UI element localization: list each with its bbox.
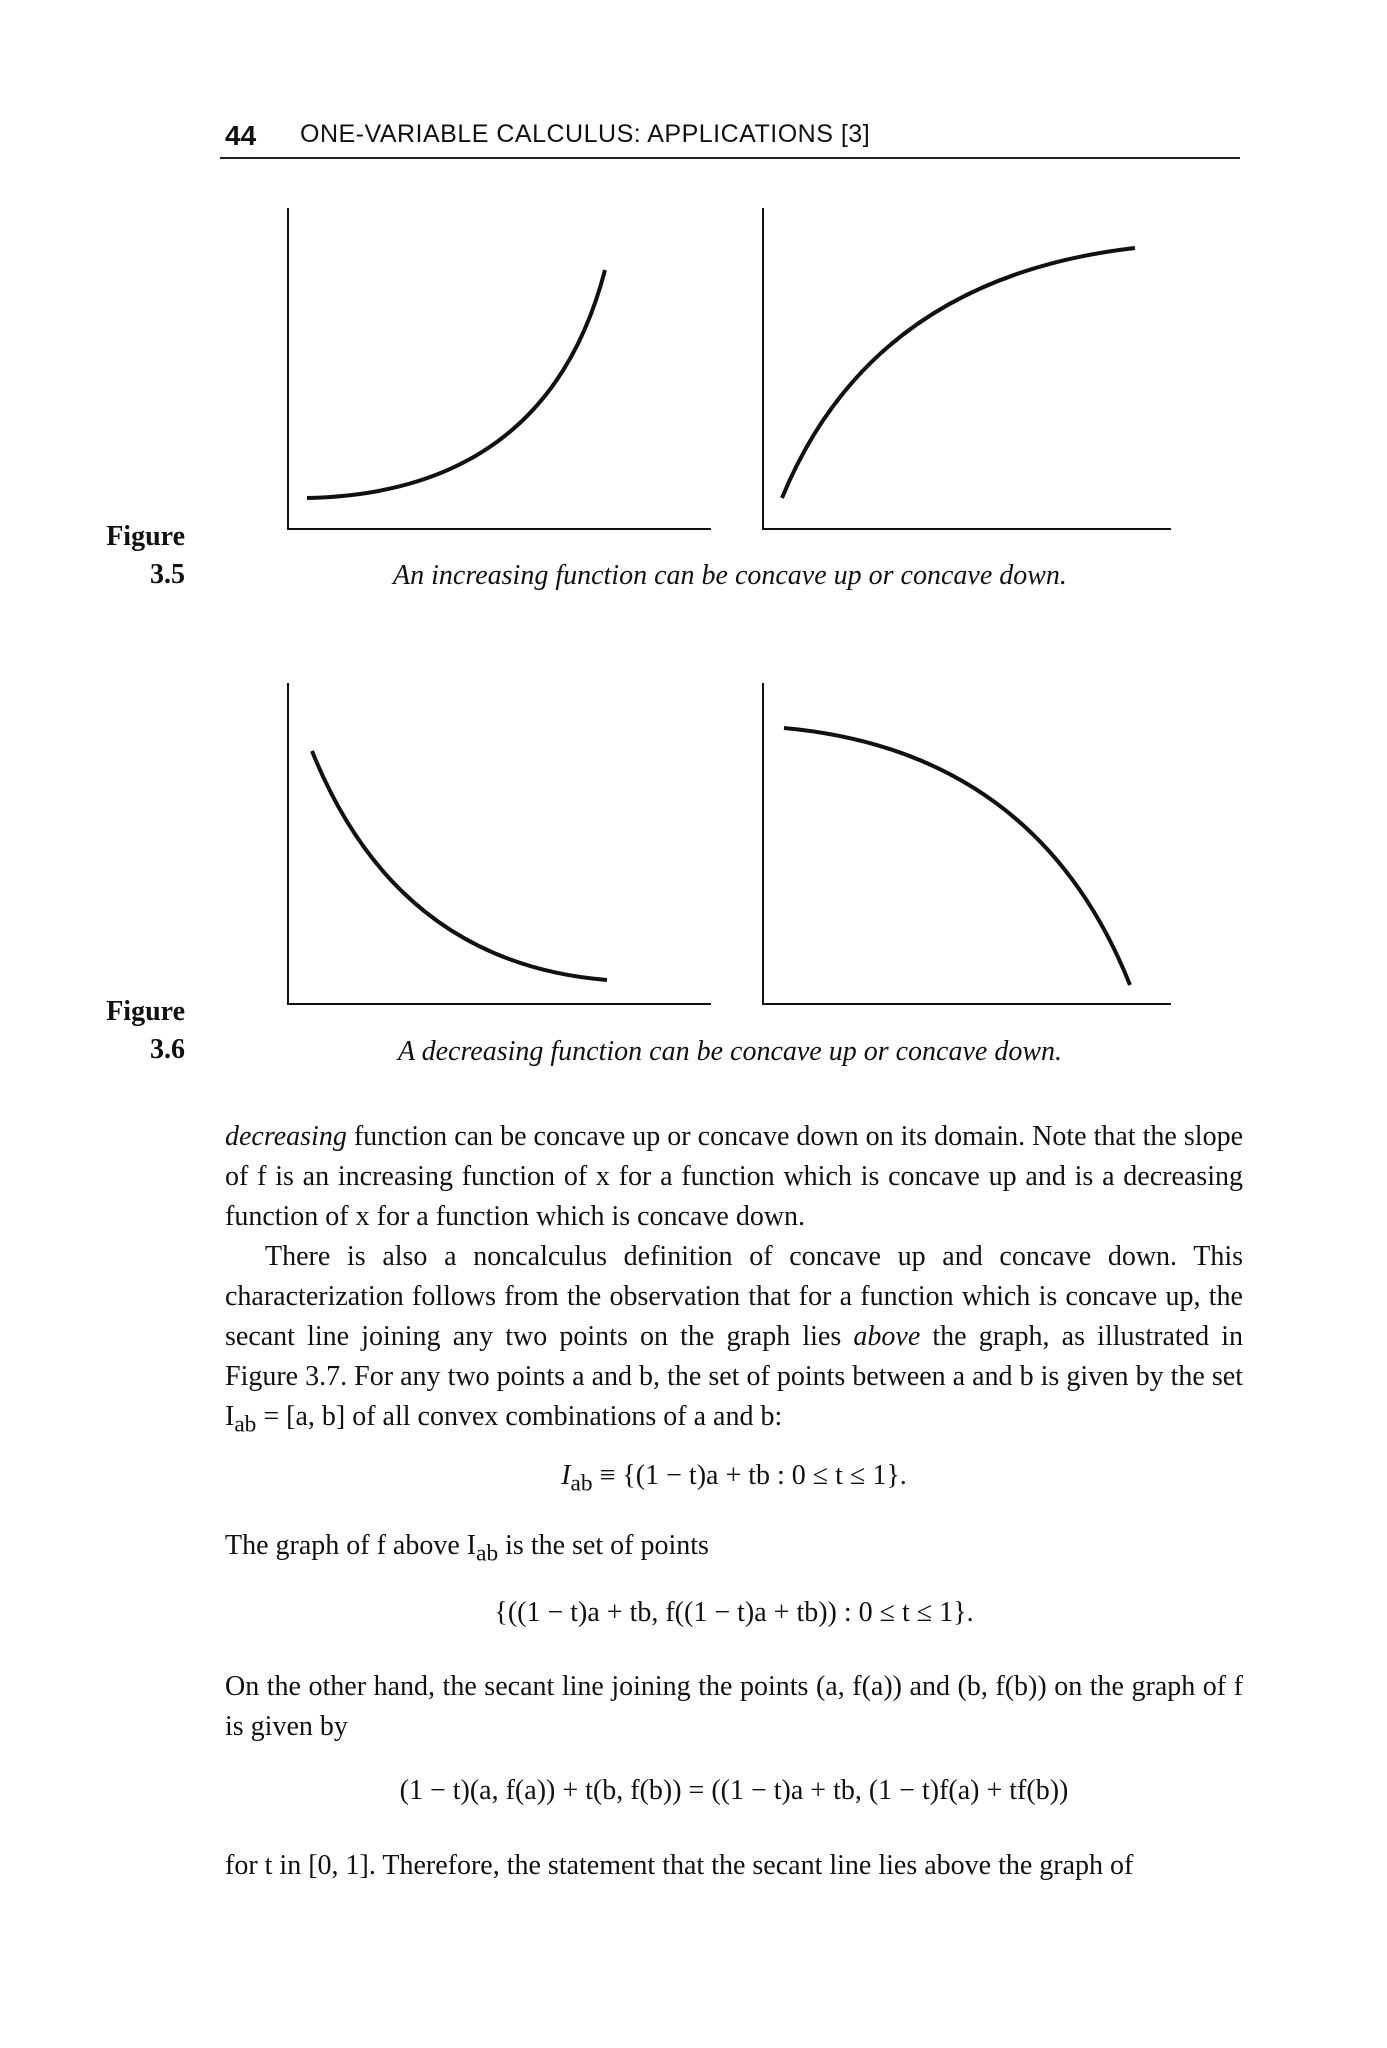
running-title: ONE-VARIABLE CALCULUS: APPLICATIONS [3] (300, 120, 871, 148)
figure-label-word: Figure (106, 996, 185, 1027)
header-rule (220, 157, 1240, 159)
figure-3-5-panel-right (762, 208, 1172, 530)
body-paragraphs (225, 1117, 1243, 1445)
figure-label-number: 3.5 (150, 559, 185, 590)
paragraph-4: On the other hand, the secant line joining the points (a, f(a)) and (b, f(b)) on the graph of f is given by (225, 1671, 1243, 1742)
paragraph-2: There is also a noncalculus definition of concave up and concave down. This characterization follows from the observation that for a function which is concave up, the secant line joining any two points on the graph lies above the graph, as illustrated in Figure 3.7. For any two points a and b, the set of points between a and b is given by the set $I_{ab} = [a$, b] of all convex combinations of a and b: (225, 1241, 1243, 1438)
curve-increasing-concave-down (782, 248, 1135, 498)
italic-term: decreasing (225, 1121, 347, 1152)
figure-3-6-caption: A decreasing function can be concave up or concave down. (397, 1036, 1063, 1067)
equation-graph-points: {((1 − t)a + tb, f((1 − t)a + tb)) : 0 ≤ t ≤ 1}. (494, 1597, 974, 1628)
figure-label-word: Figure (106, 521, 185, 552)
equation-secant-line: (1 − t)(a, f(a)) + t(b, f(b)) = ((1 − t)a + tb, (1 − t)f(a) + tf(b)) (399, 1775, 1069, 1806)
equation-interval: $I_{ab} \equiv \{(1 - t)a$ + tb : 0 ≤ t ≤ 1}. (561, 1460, 907, 1497)
curve-decreasing-concave-down (784, 728, 1130, 985)
figure-3-6-panel-right (762, 683, 1172, 1005)
figure-3-6-panel-left (287, 683, 712, 1005)
figure-3-5-label (95, 518, 185, 594)
paragraph-3: The graph of f above $I_{ab}$ is the set of points (225, 1530, 709, 1567)
figure-label-number: 3.6 (150, 1034, 185, 1065)
page-number: 44 (225, 120, 257, 151)
figure-3-5-panel-left (287, 208, 712, 530)
italic-term: above (853, 1321, 921, 1352)
curve-decreasing-concave-up (312, 751, 607, 980)
curve-increasing-concave-up (307, 270, 605, 498)
figure-3-5-caption: An increasing function can be concave up or concave down. (393, 560, 1067, 591)
paragraph-1: decreasing function can be concave up or concave down on its domain. Note that the slope of f is an increasing function of x for a function which is concave up and is a decreasing function of x for a function which is concave down. (225, 1121, 1243, 1232)
paragraph-5: for t in [0, 1]. Therefore, the statement that the secant line lies above the graph of (225, 1850, 1134, 1881)
figure-3-6-label (95, 993, 185, 1069)
